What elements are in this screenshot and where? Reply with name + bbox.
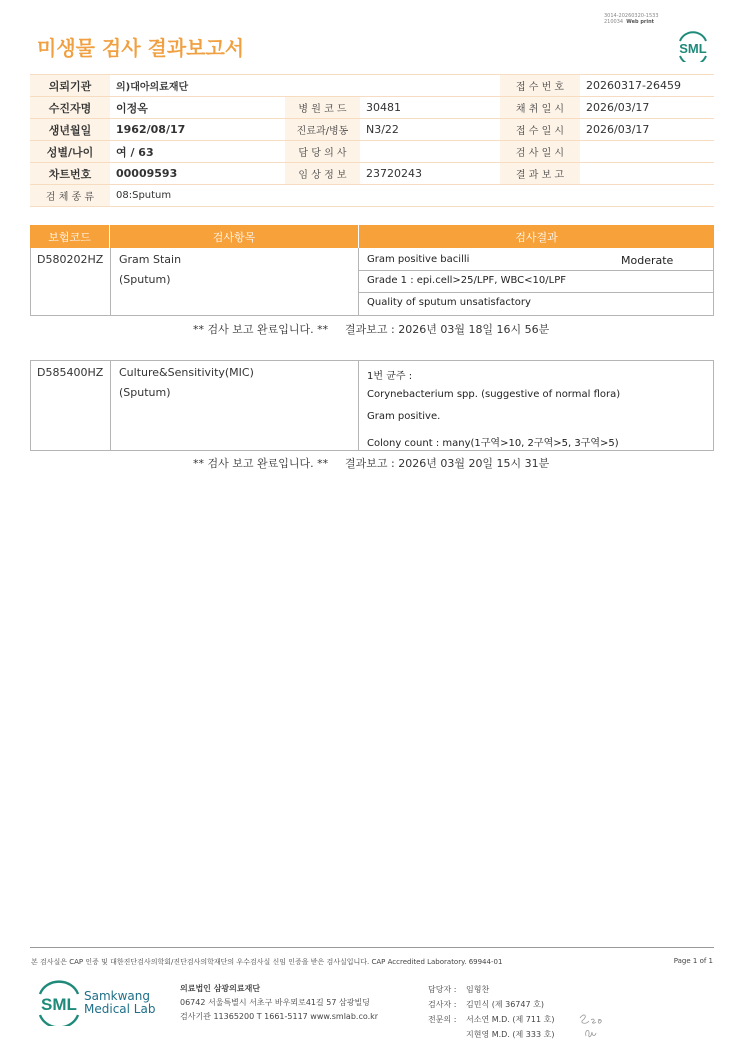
col-test-result: 검사결과 (515, 230, 558, 244)
info-value: N3/22 (360, 119, 500, 141)
results-header (30, 225, 714, 248)
staff-label: 전문의 : (428, 1015, 457, 1024)
patient-info-row (30, 163, 714, 185)
staff-name: 김민식 (제 36747 호) (466, 1000, 544, 1009)
info-value (580, 141, 714, 163)
print-id-line1: 3014-20260320-1533 (604, 13, 659, 19)
footer-divider (30, 947, 714, 948)
org-info (180, 982, 378, 1024)
info-label: 병 원 코 드 (285, 97, 360, 119)
test-name: Gram Stain (119, 253, 182, 266)
sml-logo (674, 26, 712, 62)
test-specimen: (Sputum) (119, 273, 171, 286)
sml-footer-logo (36, 980, 82, 1026)
info-value: 이정옥 (110, 97, 285, 119)
info-value: 2026/03/17 (580, 119, 714, 141)
org-name: 의료법인 삼광의료재단 (180, 984, 261, 993)
sml-logo-text: SML (679, 41, 707, 56)
result-line: Corynebacterium spp. (suggestive of normal flora) (367, 389, 621, 400)
page-number: Page 1 of 1 (673, 957, 713, 965)
result-value: Moderate (621, 254, 674, 267)
info-label: 접 수 번 호 (500, 75, 580, 97)
specimen-value: 08:Sputum (110, 185, 714, 207)
staff-label: 검사자 : (428, 1000, 457, 1009)
result-line: 1번 균주 : (367, 371, 413, 382)
org-address: 06742 서울특별시 서초구 바우뫼로41길 57 삼광빌딩 (180, 998, 370, 1007)
print-label: Web print (626, 19, 655, 25)
test-code: D585400HZ (37, 366, 104, 379)
result-line: Grade 1 : epi.cell>25/LPF, WBC<10/LPF (367, 275, 566, 286)
patient-info-row (30, 119, 714, 141)
info-label: 담 당 의 사 (285, 141, 360, 163)
sml-footer-logo-text: SML (41, 995, 77, 1014)
test-block-gram-stain (30, 248, 714, 316)
test-code: D580202HZ (37, 253, 104, 266)
info-value: 00009593 (110, 163, 285, 185)
info-label: 차트번호 (30, 163, 110, 185)
staff-name: 지현영 M.D. (제 333 호) (466, 1030, 555, 1039)
print-id (604, 13, 659, 25)
test-specimen: (Sputum) (119, 386, 171, 399)
info-label (285, 75, 360, 97)
patient-info-row (30, 97, 714, 119)
test-name: Culture&Sensitivity(MIC) (119, 366, 254, 379)
staff-list (428, 982, 554, 1042)
org-contact: 검사기관 11365200 T 1661-5117 www.smlab.co.kr (180, 1012, 379, 1021)
report-complete-note: ** 검사 보고 완료입니다. ** (193, 457, 329, 470)
result-line: Gram positive bacilli (367, 254, 470, 265)
info-label: 접 수 일 시 (500, 119, 580, 141)
patient-info-row (30, 75, 714, 97)
patient-info-row (30, 141, 714, 163)
info-label: 임 상 정 보 (285, 163, 360, 185)
result-line: Colony count : many(1구역>10, 2구역>5, 3구역>5) (367, 438, 619, 449)
staff-label: 담당자 : (428, 985, 457, 994)
report-time: 결과보고 : 2026년 03월 20일 15시 31분 (345, 457, 550, 470)
report-title: 미생물 검사 결과보고서 (37, 36, 245, 60)
result-line: Quality of sputum unsatisfactory (367, 297, 531, 308)
info-label: 의뢰기관 (30, 75, 110, 97)
result-line: Gram positive. (367, 411, 441, 422)
brand-line2: Medical Lab (84, 1002, 156, 1016)
staff-name: 임형찬 (466, 985, 490, 994)
info-value (360, 141, 500, 163)
brand-name (84, 990, 155, 1016)
cert-text: 본 검사실은 CAP 인증 및 대한진단검사의학회/진단검사의학재단의 우수검사실 신임 인증을 받은 검사실입니다. CAP Accredited Laboratory. 69944-01 (31, 958, 503, 966)
info-value: 2026/03/17 (580, 97, 714, 119)
col-insurance-code: 보험코드 (30, 225, 110, 248)
info-value: 20260317-26459 (580, 75, 714, 97)
info-value: 1962/08/17 (110, 119, 285, 141)
test-block-culture (30, 360, 714, 451)
info-value: 23720243 (360, 163, 500, 185)
info-label: 채 취 일 시 (500, 97, 580, 119)
patient-info-row (30, 185, 714, 207)
info-label: 검 사 일 시 (500, 141, 580, 163)
report-complete-note: ** 검사 보고 완료입니다. ** (193, 323, 329, 336)
info-label: 성별/나이 (30, 141, 110, 163)
info-value: 여 / 63 (110, 141, 285, 163)
info-value (580, 163, 714, 185)
info-label: 결 과 보 고 (500, 163, 580, 185)
col-test-item: 검사항목 (110, 225, 359, 248)
report-time: 결과보고 : 2026년 03월 18일 16시 56분 (345, 323, 550, 336)
info-value: 30481 (360, 97, 500, 119)
info-label: 수진자명 (30, 97, 110, 119)
print-id-line2: 210034 (604, 19, 624, 25)
specimen-label: 검 체 종 류 (30, 185, 110, 207)
signature-image (576, 1008, 610, 1042)
staff-name: 서소연 M.D. (제 711 호) (466, 1015, 555, 1024)
info-value: 의)대아의료재단 (110, 75, 285, 97)
info-label: 진료과/병동 (285, 119, 360, 141)
brand-line1: Samkwang (84, 989, 150, 1003)
info-value (360, 75, 500, 97)
patient-info-table (30, 74, 714, 207)
info-label: 생년월일 (30, 119, 110, 141)
